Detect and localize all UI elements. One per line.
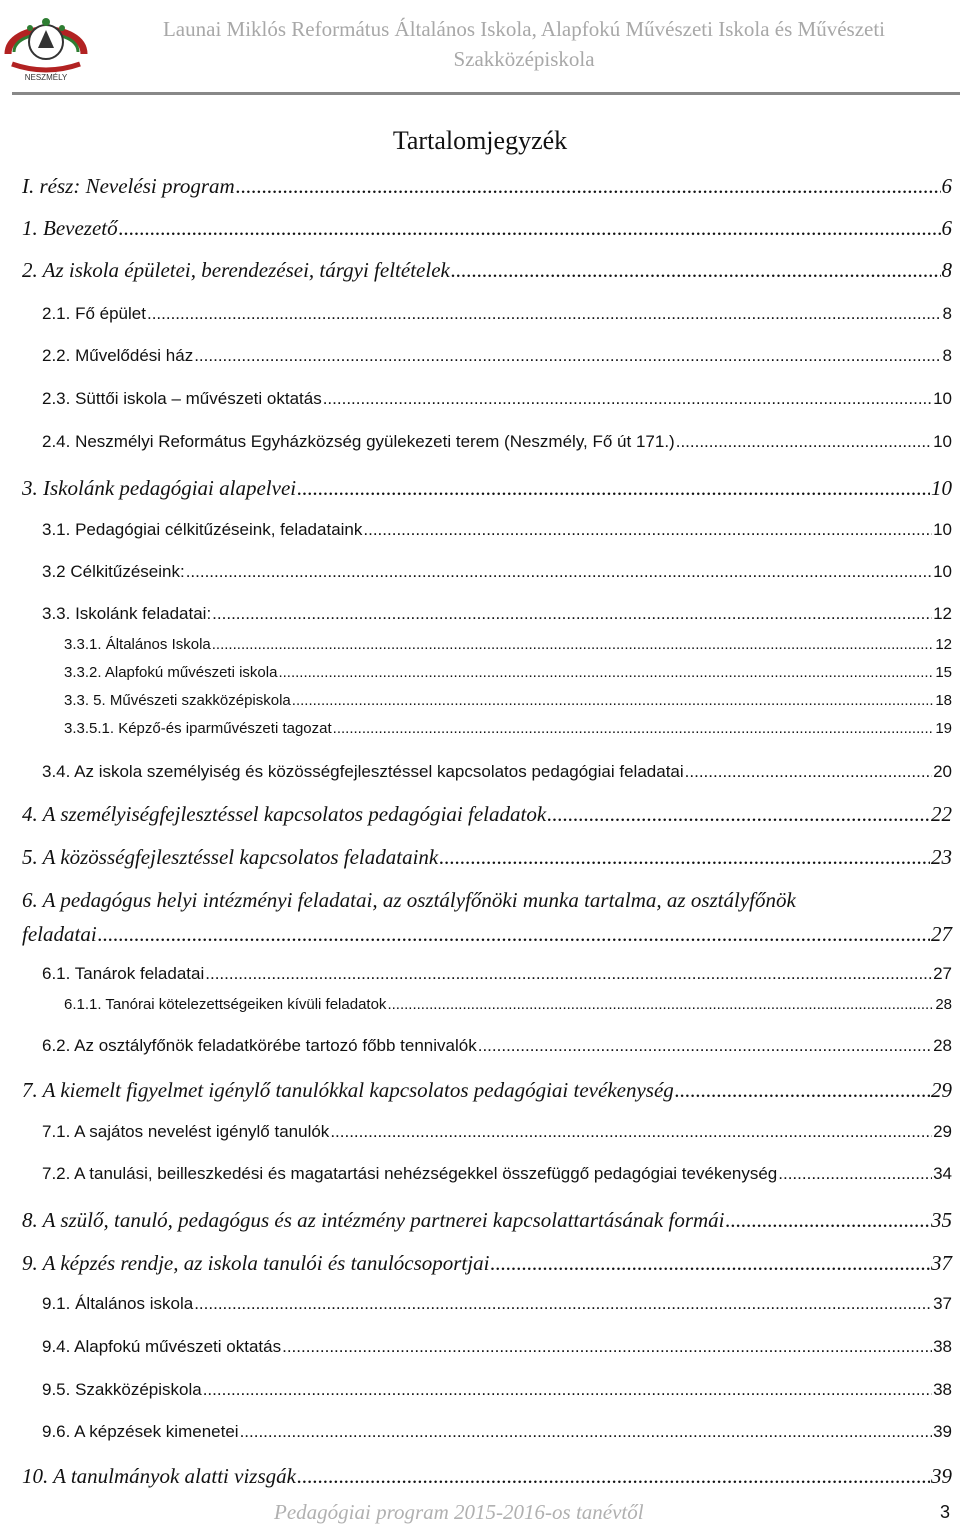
institution-name: Launai Miklós Református Általános Iskola, Alapfokú Művészeti Iskola és Művészeti Szakközépiskola (162, 17, 886, 71)
toc-entry-label: feladatai (22, 922, 97, 946)
toc-entry-label: I. rész: Nevelési program (22, 174, 235, 198)
toc-entry-label-line1: 6. A pedagógus helyi intézményi feladatai, az osztályfőnöki munka tartalma, az osztályfőnök (22, 888, 796, 912)
toc-entry-label: 1. Bevezető (22, 216, 118, 240)
toc-title: Tartalomjegyzék (392, 126, 568, 155)
toc-leader-dots (439, 845, 930, 870)
toc-entry-page: 15 (935, 664, 952, 681)
toc-leader-dots (292, 692, 935, 709)
toc-entry[interactable] (64, 996, 952, 1013)
toc-entry[interactable] (42, 1122, 952, 1142)
toc-leader-dots (333, 720, 935, 737)
toc-entry-page: 38 (933, 1380, 952, 1399)
toc-entry[interactable] (22, 922, 952, 947)
toc-entry-page: 12 (935, 636, 952, 653)
toc-entry[interactable] (42, 346, 952, 366)
toc-entry-label: 7. A kiemelt figyelmet igénylő tanulókkal kapcsolatos pedagógiai tevékenység (22, 1078, 674, 1102)
toc-entry-page: 10 (933, 389, 952, 408)
toc-leader-dots (547, 802, 930, 827)
toc-entry-page: 37 (933, 1294, 952, 1313)
toc-entry-page: 28 (935, 996, 952, 1013)
toc-entry-label: 10. A tanulmányok alatti vizsgák (22, 1464, 296, 1488)
toc-leader-dots (205, 964, 932, 984)
toc-entry-label: 3.1. Pedagógiai célkitűzéseink, feladataink (42, 520, 363, 539)
toc-entry[interactable] (22, 1208, 952, 1233)
toc-leader-dots (363, 520, 932, 540)
toc-entry-label: 6.1.1. Tanórai kötelezettségeiken kívüli feladatok (64, 996, 387, 1013)
toc-entry[interactable] (22, 802, 952, 827)
toc-entry-label: 3. Iskolánk pedagógiai alapelvei (22, 476, 297, 500)
toc-leader-dots (119, 216, 941, 241)
toc-entry[interactable] (64, 664, 952, 681)
toc-leader-dots (194, 1294, 932, 1314)
toc-entry-label: 9.5. Szakközépiskola (42, 1380, 202, 1399)
toc-entry-page: 35 (931, 1208, 952, 1232)
toc-entry-label: 2.2. Művelődési ház (42, 346, 194, 365)
toc-entry-page: 10 (933, 562, 952, 581)
svg-text:NESZMÉLY: NESZMÉLY (24, 73, 68, 82)
toc-leader-dots (186, 562, 932, 582)
toc-entry-label: 9.6. A képzések kimenetei (42, 1422, 239, 1441)
toc-entry[interactable] (22, 476, 952, 501)
toc-leader-dots (212, 636, 935, 653)
toc-entry-page: 29 (933, 1122, 952, 1141)
toc-entry-page: 19 (935, 720, 952, 737)
page-number: 3 (939, 1502, 950, 1522)
toc-entry[interactable] (22, 216, 952, 241)
toc-entry-label: 2. Az iskola épületei, berendezései, tárgyi feltételek (22, 258, 450, 282)
toc-entry-page: 27 (933, 964, 952, 983)
toc-entry-page: 38 (933, 1337, 952, 1356)
page-footer: Pedagógiai program 2015-2016-os tanévtől (274, 1500, 644, 1524)
toc-entry-label: 3.3. Iskolánk feladatai: (42, 604, 212, 623)
toc-leader-dots (98, 922, 930, 947)
toc-leader-dots (278, 664, 934, 681)
toc-leader-dots (240, 1422, 933, 1442)
toc-entry[interactable] (22, 845, 952, 870)
toc-entry[interactable] (22, 258, 952, 283)
toc-entry-label: 7.1. A sajátos nevelést igénylő tanulók (42, 1122, 330, 1141)
toc-entry[interactable] (42, 1036, 952, 1056)
toc-entry[interactable] (42, 432, 952, 452)
toc-entry-page: 39 (933, 1422, 952, 1441)
toc-entry-page: 34 (933, 1164, 952, 1183)
toc-leader-dots (685, 762, 932, 782)
toc-entry-label: 3.3.5.1. Képző-és iparművészeti tagozat (64, 720, 332, 737)
toc-leader-dots (676, 432, 932, 452)
toc-leader-dots (236, 174, 941, 199)
toc-entry-page: 20 (933, 762, 952, 781)
toc-entry[interactable] (22, 1078, 952, 1103)
toc-leader-dots (323, 389, 932, 409)
toc-entry[interactable] (42, 389, 952, 409)
toc-entry[interactable] (42, 1337, 952, 1357)
toc-entry-label: 3.2 Célkitűzéseink: (42, 562, 185, 581)
toc-entry-page: 8 (942, 346, 952, 365)
toc-entry[interactable] (42, 562, 952, 582)
toc-entry[interactable] (64, 636, 952, 653)
toc-entry-page: 6 (941, 216, 952, 240)
toc-entry-label: 3.3.1. Általános Iskola (64, 636, 211, 653)
toc-leader-dots (330, 1122, 932, 1142)
toc-entry-label: 2.1. Fő épület (42, 304, 146, 323)
toc-entry-label: 6.2. Az osztályfőnök feladatkörébe tartozó főbb tennivalók (42, 1036, 477, 1055)
toc-entry[interactable] (42, 964, 952, 984)
toc-entry-label: 6.1. Tanárok feladatai (42, 964, 205, 983)
toc-entry-label: 3.3.2. Alapfokú művészeti iskola (64, 664, 278, 681)
toc-entry-page: 22 (931, 802, 952, 826)
toc-entry-page: 6 (941, 174, 952, 198)
toc-leader-dots (675, 1078, 930, 1103)
toc-entry-page: 39 (931, 1464, 952, 1488)
toc-entry-label: 2.3. Süttői iskola – művészeti oktatás (42, 389, 322, 408)
toc-entry[interactable] (42, 1164, 952, 1184)
toc-entry-label: 9.4. Alapfokú művészeti oktatás (42, 1337, 282, 1356)
toc-entry-page: 37 (931, 1251, 952, 1275)
toc-entry-label: 2.4. Neszmélyi Református Egyházközség gyülekezeti terem (Neszmély, Fő út 171.) (42, 432, 675, 451)
toc-entry-page: 27 (931, 922, 952, 946)
toc-entry-page: 12 (933, 604, 952, 623)
toc-leader-dots (203, 1380, 932, 1400)
toc-entry[interactable] (64, 692, 952, 709)
toc-entry-page: 8 (942, 304, 952, 323)
toc-entry-label: 5. A közösségfejlesztéssel kapcsolatos feladataink (22, 845, 439, 869)
toc-entry-page: 18 (935, 692, 952, 709)
toc-entry-page: 10 (931, 476, 952, 500)
toc-entry-page: 23 (931, 845, 952, 869)
toc-entry[interactable] (42, 304, 952, 324)
toc-leader-dots (212, 604, 932, 624)
toc-entry[interactable] (22, 1464, 952, 1489)
toc-leader-dots (778, 1164, 932, 1184)
toc-entry-label: 9.1. Általános iskola (42, 1294, 194, 1313)
toc-entry[interactable] (42, 604, 952, 624)
toc-entry[interactable] (42, 520, 952, 540)
toc-entry-label: 3.3. 5. Művészeti szakközépiskola (64, 692, 291, 709)
toc-leader-dots (726, 1208, 931, 1233)
toc-leader-dots (194, 346, 941, 366)
toc-leader-dots (297, 1464, 930, 1489)
toc-leader-dots (282, 1337, 932, 1357)
toc-entry-label: 3.4. Az iskola személyiség és közösségfejlesztéssel kapcsolatos pedagógiai feladatai (42, 762, 684, 781)
toc-entry[interactable] (42, 1422, 952, 1442)
toc-leader-dots (297, 476, 930, 501)
toc-leader-dots (490, 1251, 930, 1276)
toc-entry-label: 8. A szülő, tanuló, pedagógus és az intézmény partnerei kapcsolattartásának formái (22, 1208, 725, 1232)
toc-leader-dots (478, 1036, 932, 1056)
toc-entry-page: 10 (933, 432, 952, 451)
toc-entry[interactable] (42, 1380, 952, 1400)
toc-entry-page: 29 (931, 1078, 952, 1102)
toc-entry-page: 8 (941, 258, 952, 282)
toc-entry-page: 28 (933, 1036, 952, 1055)
toc-entry[interactable] (22, 1251, 952, 1276)
toc-leader-dots (387, 996, 934, 1013)
toc-entry-label: 9. A képzés rendje, az iskola tanulói és tanulócsoportjai (22, 1251, 490, 1275)
toc-leader-dots (147, 304, 942, 324)
toc-leader-dots (451, 258, 941, 283)
toc-entry-label: 7.2. A tanulási, beilleszkedési és magatartási nehézségekkel összefüggő pedagógiai tevékenység (42, 1164, 778, 1183)
toc-entry[interactable] (42, 1294, 952, 1314)
toc-entry-page: 10 (933, 520, 952, 539)
toc-entry[interactable] (42, 762, 952, 782)
toc-entry[interactable] (64, 720, 952, 737)
toc-entry[interactable] (22, 174, 952, 199)
toc-entry-label: 4. A személyiségfejlesztéssel kapcsolatos pedagógiai feladatok (22, 802, 547, 826)
